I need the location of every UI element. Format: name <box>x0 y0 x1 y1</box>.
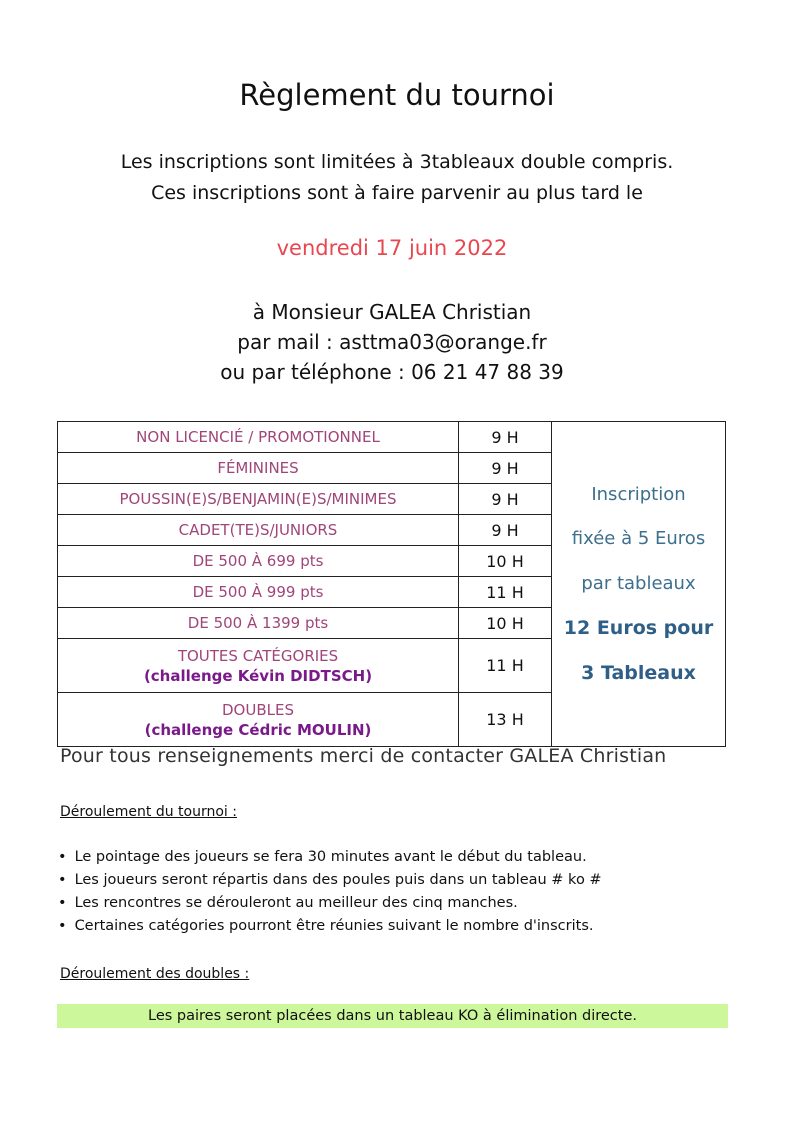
fees-line-3: par tableaux <box>581 572 696 594</box>
category-cell <box>58 484 459 515</box>
contact-block <box>0 297 784 387</box>
list-item: • Les rencontres se dérouleront au meilleur des cinq manches. <box>58 892 602 915</box>
challenge-label: (challenge Cédric MOULIN) <box>144 720 372 739</box>
tournament-process-heading: Déroulement du tournoi : <box>60 804 237 820</box>
tournament-rules-list <box>58 846 602 938</box>
category-label: NON LICENCIÉ / PROMOTIONNEL <box>136 428 380 446</box>
category-label: DE 500 À 999 pts <box>192 583 324 601</box>
category-label: POUSSIN(E)S/BENJAMIN(E)S/MINIMES <box>119 490 397 508</box>
time-cell: 11 H <box>459 639 552 693</box>
fees-info-cell <box>552 422 726 747</box>
category-cell <box>58 546 459 577</box>
list-item: • Certaines catégories pourront être réunies suivant le nombre d'inscrits. <box>58 915 602 938</box>
category-cell <box>58 608 459 639</box>
category-cell <box>58 453 459 484</box>
time-cell: 13 H <box>459 693 552 747</box>
fees-line-1: Inscription <box>591 483 686 505</box>
category-cell <box>58 693 459 747</box>
doubles-note: Les paires seront placées dans un tableau KO à élimination directe. <box>57 1004 728 1028</box>
deadline-date: vendredi 17 juin 2022 <box>276 236 508 260</box>
fees-line-4: 12 Euros pour <box>563 617 714 640</box>
category-label: DE 500 À 1399 pts <box>187 614 329 632</box>
time-cell: 11 H <box>459 577 552 608</box>
time-cell: 9 H <box>459 453 552 484</box>
doubles-process-heading: Déroulement des doubles : <box>60 966 250 982</box>
contact-phone: ou par téléphone : 06 21 47 88 39 <box>220 360 564 384</box>
table-row <box>58 422 726 453</box>
intro <box>0 147 794 209</box>
contact-email: par mail : asttma03@orange.fr <box>237 330 547 354</box>
list-item: • Les joueurs seront répartis dans des poules puis dans un tableau # ko # <box>58 869 602 892</box>
list-item: • Le pointage des joueurs se fera 30 minutes avant le début du tableau. <box>58 846 602 869</box>
time-cell: 10 H <box>459 546 552 577</box>
category-label: DE 500 À 699 pts <box>192 552 324 570</box>
intro-line-1: Les inscriptions sont limitées à 3tableaux double compris. <box>120 151 674 173</box>
category-label: FÉMININES <box>217 459 299 477</box>
info-contact-line: Pour tous renseignements merci de contacter GALEA Christian <box>60 745 667 767</box>
fees-line-2: fixée à 5 Euros <box>571 528 706 550</box>
time-cell: 10 H <box>459 608 552 639</box>
challenge-label: (challenge Kévin DIDTSCH) <box>143 666 373 685</box>
contact-name: à Monsieur GALEA Christian <box>252 300 532 324</box>
time-cell: 9 H <box>459 484 552 515</box>
category-label: TOUTES CATÉGORIES <box>177 646 339 665</box>
fees-line-5: 3 Tableaux <box>581 661 696 684</box>
time-cell: 9 H <box>459 515 552 546</box>
intro-line-2: Ces inscriptions sont à faire parvenir au plus tard le <box>151 182 643 204</box>
category-cell <box>58 639 459 693</box>
category-label: DOUBLES <box>222 700 294 719</box>
time-cell: 9 H <box>459 422 552 453</box>
schedule-table <box>57 421 726 747</box>
category-label: CADET(TE)S/JUNIORS <box>178 521 338 539</box>
category-cell <box>58 577 459 608</box>
category-cell <box>58 422 459 453</box>
page-title: Règlement du tournoi <box>239 78 555 112</box>
category-cell <box>58 515 459 546</box>
